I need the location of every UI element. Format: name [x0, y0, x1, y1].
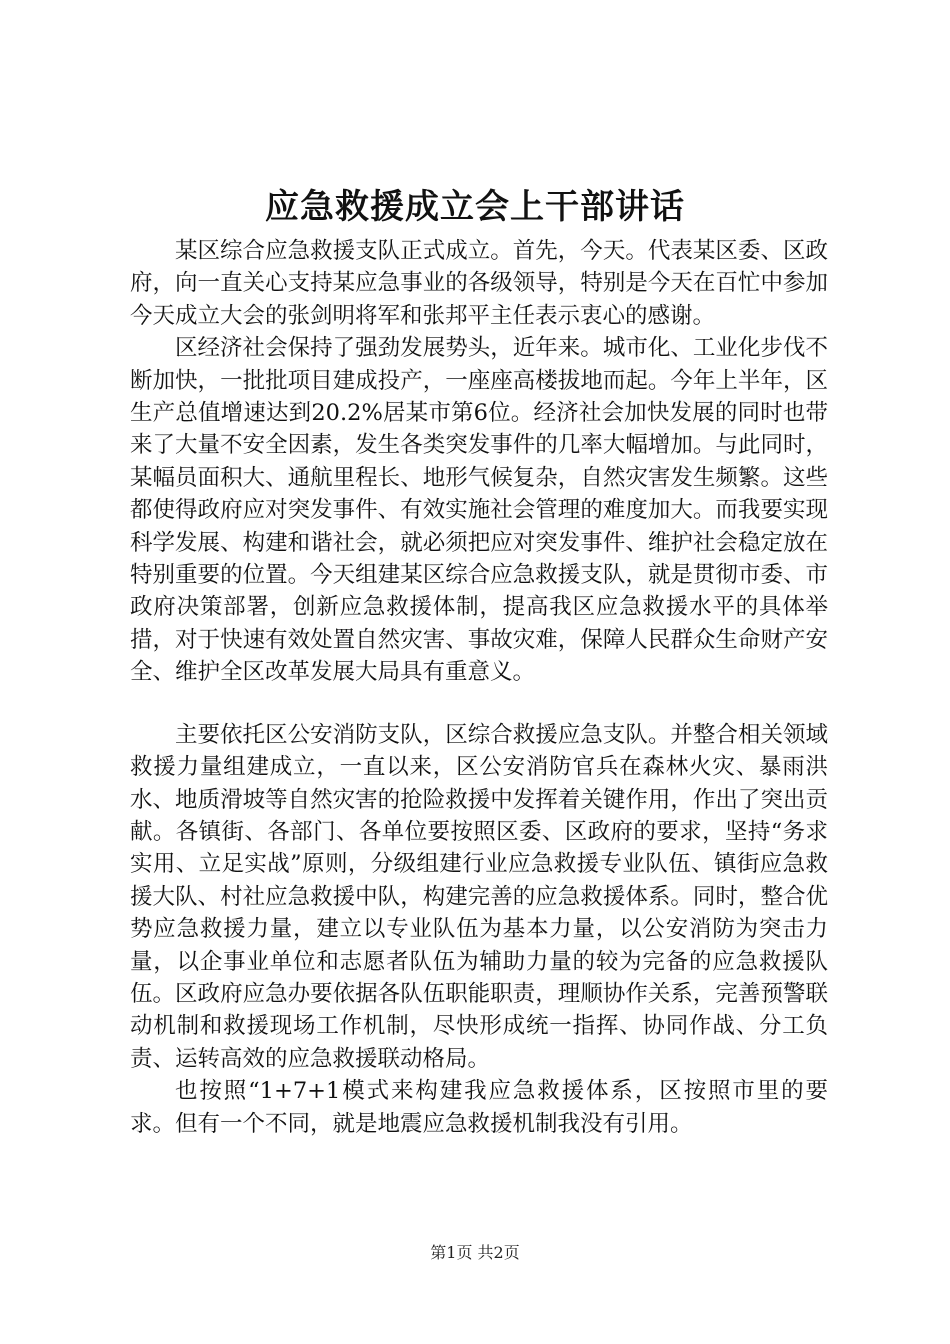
document-body — [130, 235, 828, 1140]
paragraph-3: 主要依托区公安消防支队，区综合救援应急支队。并整合相关领域救援力量组建成立，一直以来，区公安消防官兵在森林火灾、暴雨洪水、地质滑坡等自然灾害的抢险救援中发挥着关键作用，作出了突出贡献。各镇街、各部门、各单位要按照区委、区政府的要求，坚持“务求实用、立足实战”原则，分级组建行业应急救援专业队伍、镇街应急救援大队、村社应急救援中队，构建完善的应急救援体系。同时，整合优势应急救援力量，建立以专业队伍为基本力量，以公安消防为突击力量，以企事业单位和志愿者队伍为辅助力量的较为完备的应急救援队伍。区政府应急办要依据各队伍职能职责，理顺协作关系，完善预警联动机制和救援现场工作机制，尽快形成统一指挥、协同作战、分工负责、运转高效的应急救援联动格局。 — [130, 721, 828, 1072]
paragraph-spacer — [130, 689, 828, 719]
paragraph-4: 也按照“1+7+1模式来构建我应急救援体系，区按照市里的要求。但有一个不同，就是地震应急救援机制我没有引用。 — [130, 1078, 828, 1137]
document-title: 应急救援成立会上干部讲话 — [265, 187, 685, 227]
paragraph-2: 区经济社会保持了强劲发展势头，近年来。城市化、工业化步伐不断加快，一批批项目建成投产，一座座高楼拔地而起。今年上半年，区生产总值增速达到20.2%居某市第6位。经济社会加快发展的同时也带来了大量不安全因素，发生各类突发事件的几率大幅增加。与此同时，某幅员面积大、通航里程长、地形气候复杂，自然灾害发生频繁。这些都使得政府应对突发事件、有效实施社会管理的难度加大。而我要实现科学发展、构建和谐社会，就必须把应对突发事件、维护社会稳定放在特别重要的位置。今天组建某区综合应急救援支队，就是贯彻市委、市政府决策部署，创新应急救援体制，提高我区应急救援水平的具体举措，对于快速有效处置自然灾害、事故灾难，保障人民群众生命财产安全、维护全区改革发展大局具有重意义。 — [130, 335, 828, 686]
page-number-footer: 第1页 共2页 — [430, 1243, 520, 1262]
paragraph-1: 某区综合应急救援支队正式成立。首先，今天。代表某区委、区政府，向一直关心支持某应急事业的各级领导，特别是今天在百忙中参加今天成立大会的张剑明将军和张邦平主任表示衷心的感谢。 — [130, 238, 828, 329]
